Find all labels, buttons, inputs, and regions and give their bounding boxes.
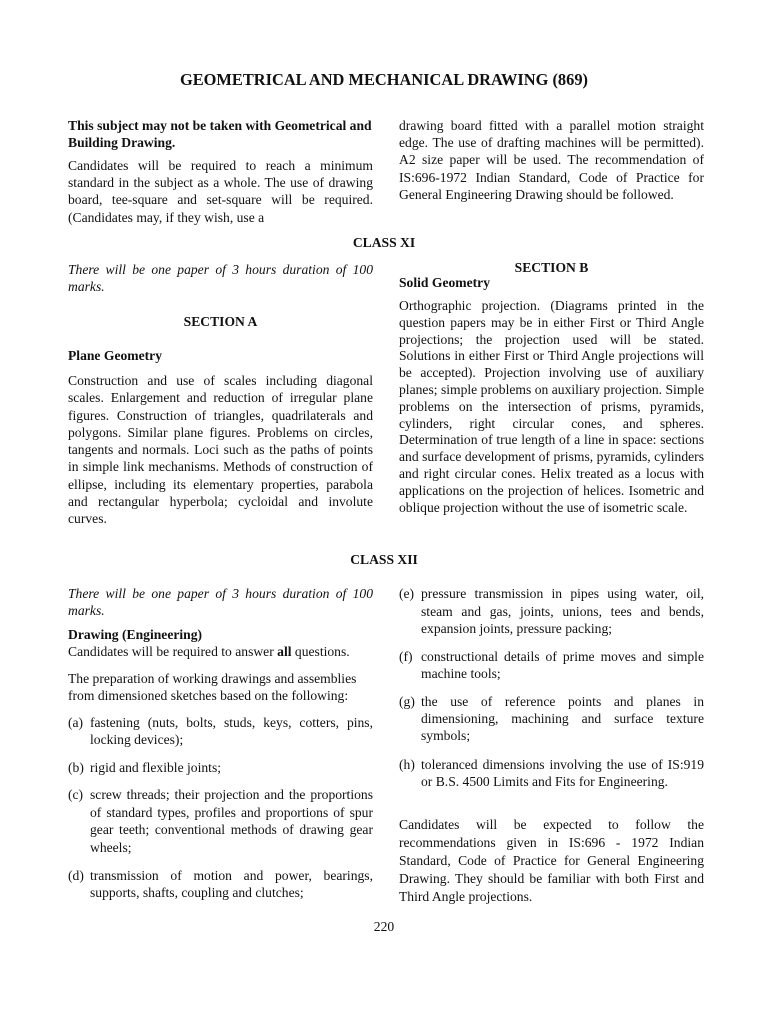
list-item-text: fastening (nuts, bolts, studs, keys, cotters, pins, locking devices); (90, 715, 373, 748)
list-item-text: the use of reference points and planes in dimensioning, machining and surface texture symbols; (421, 694, 704, 744)
list-item-text: pressure transmission in pipes using water, oil, steam and gas, joints, unions, tees and bends, expansion joints, pressure packing; (421, 586, 704, 636)
drawing-engineering-heading: Drawing (Engineering) (68, 627, 203, 642)
answer-pre: Candidates will be required to answer (68, 644, 278, 659)
preparation-paragraph: The preparation of working drawings and assemblies from dimensioned sketches based on the following: (68, 671, 357, 704)
list-item-label: (c) (68, 787, 84, 802)
section-a-heading: SECTION A (183, 314, 258, 329)
answer-emphasis: all (277, 644, 292, 659)
list-item-label: (d) (68, 868, 84, 883)
list-item (399, 648, 704, 682)
list-item-label: (h) (399, 757, 415, 772)
class-xii-paper-note: There will be one paper of 3 hours duration of 100 marks. (68, 586, 373, 619)
answer-post: questions. (291, 644, 350, 659)
class-xi-heading: CLASS XI (352, 235, 416, 250)
list-item-text: toleranced dimensions involving the use of IS:919 or B.S. 4500 Limits and Fits for Engineering. (421, 757, 704, 790)
list-item (399, 756, 704, 790)
intro-paragraph-right: drawing board fitted with a parallel motion straight edge. The use of drafting machines will be permitted). A2 size paper will be used. The recommendation of IS:696-1972 Indian Standard, Code of Practice for General Engineering Drawing should be followed. (399, 118, 704, 202)
list-item (399, 585, 704, 638)
page-title: GEOMETRICAL AND MECHANICAL DRAWING (869) (180, 70, 588, 89)
list-item-label: (a) (68, 715, 84, 730)
list-item-text: constructional details of prime moves and simple machine tools; (421, 649, 704, 682)
intro-paragraph-left: Candidates will be required to reach a minimum standard in the subject as a whole. The use of drawing board, tee-square and set-square will be required. (Candidates may, if they wish, use a (68, 158, 373, 225)
list-item (68, 759, 373, 776)
list-item-text: transmission of motion and power, bearings, supports, shafts, coupling and clutches; (90, 868, 373, 901)
plane-geometry-heading: Plane Geometry (68, 348, 162, 363)
page-number: 220 (373, 919, 395, 934)
class-xi-paper-note: There will be one paper of 3 hours duration of 100 marks. (68, 262, 373, 295)
list-item-text: screw threads; their projection and the proportions of standard types, profiles and proportions of spur gear teeth; conventional methods of drawing gear wheels; (90, 787, 373, 855)
list-item-label: (g) (399, 694, 415, 709)
class-xii-heading: CLASS XII (350, 552, 418, 567)
list-item (68, 714, 373, 748)
plane-geometry-body: Construction and use of scales including diagonal scales. Enlargement and reduction of irregular plane figures. Construction of triangles, quadrilaterals and polygons. Similar plane figures. Problems on circles, tangents and normals. Loci such as the paths of points in simple link mechanisms. Methods of construction of ellipse, including its elementary properties, parabola and rectangular hyperbola; cycloidal and involute curves. (68, 373, 373, 527)
closing-paragraph: Candidates will be expected to follow the recommendations given in IS:696 - 1972 Indian Standard, Code of Practice for General Engineering Drawing. They should be familiar with both First and Third Angle projections. (399, 817, 704, 904)
answer-instruction (68, 643, 373, 660)
list-item (68, 786, 373, 856)
list-item (68, 867, 373, 901)
section-b-heading: SECTION B (514, 260, 589, 275)
list-item-label: (b) (68, 760, 84, 775)
list-item (399, 693, 704, 745)
list-item-label: (e) (399, 586, 415, 601)
solid-geometry-heading: Solid Geometry (399, 275, 490, 290)
solid-geometry-body: Orthographic projection. (Diagrams printed in the question papers may be in either First or Third Angle projections; the projection used will be stated. Solutions in either First or Third Angle projections will be accepted). Projection involving use of auxiliary planes; simple problems on auxiliary projection. Simple problems on the intersection of prisms, pyramids, cylinders, right circular cones, and spheres. Determination of true length of a line in space: sections and surface development of prisms, pyramids, cylinders and right circular cones. Helix treated as a locus with applications on the projection of helices. Isometric and oblique projection without the use of isometric scale. (399, 298, 704, 515)
list-item-text: rigid and flexible joints; (90, 760, 222, 775)
list-item-label: (f) (399, 649, 413, 664)
subject-restriction: This subject may not be taken with Geometrical and Building Drawing. (68, 118, 372, 151)
